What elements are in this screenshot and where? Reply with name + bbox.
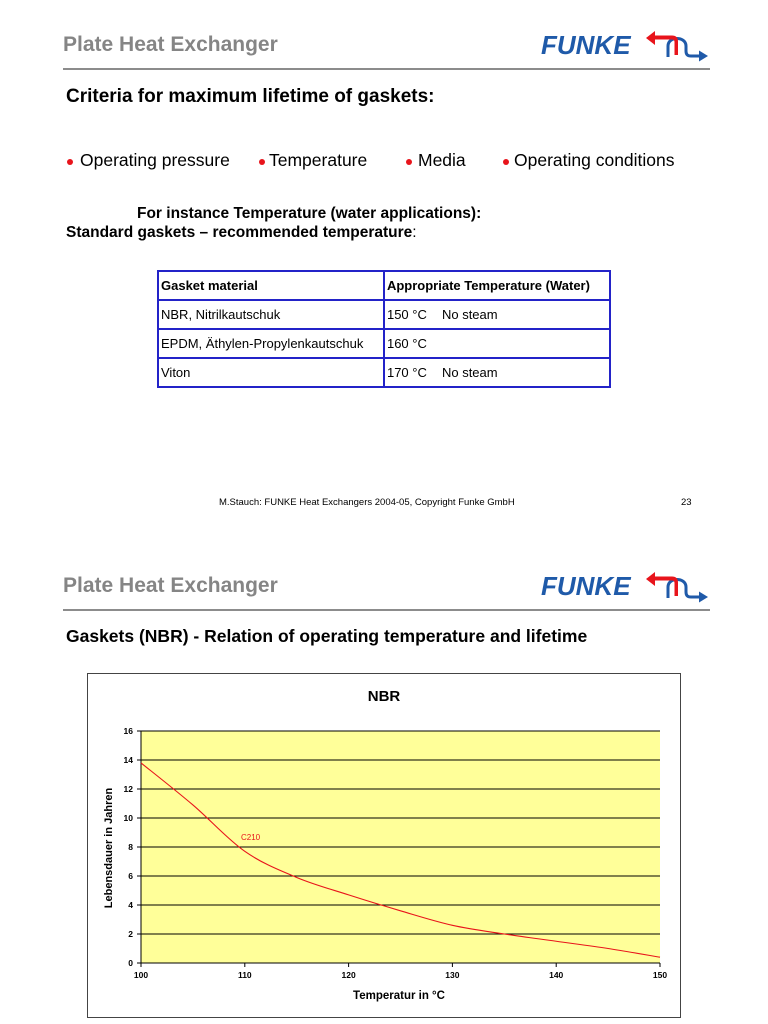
steam-note: No steam (441, 365, 498, 380)
y-tick-label-0: 0 (128, 958, 133, 968)
funke-logo-icon (645, 569, 709, 603)
slide-title: Plate Heat Exchanger (63, 33, 278, 56)
y-tick-label-14: 14 (123, 755, 133, 765)
example-line-2-text: Standard gaskets – recommended temperature (66, 224, 413, 241)
y-tick-label-8: 8 (128, 842, 133, 852)
y-tick-label-16: 16 (123, 726, 133, 736)
temperature-cell (384, 329, 610, 358)
header-divider (63, 68, 710, 70)
red-dot-bullet-icon (406, 159, 412, 165)
y-tick-label-4: 4 (128, 900, 133, 910)
header-divider (63, 609, 710, 611)
y-axis-title: Lebensdauer in Jahren (103, 787, 115, 909)
criteria-label: Operating pressure (80, 150, 230, 170)
red-dot-bullet-icon (503, 159, 509, 165)
footer-copyright: M.Stauch: FUNKE Heat Exchangers 2004-05, Copyright Funke GmbH (219, 497, 515, 508)
table-row (158, 329, 610, 358)
gasket-material-cell: Viton (158, 358, 384, 387)
gasket-material-cell: EPDM, Äthylen-Propylenkautschuk (158, 329, 384, 358)
funke-logo-text: FUNKE (541, 30, 631, 60)
y-tick-label-10: 10 (123, 813, 133, 823)
table-row (158, 358, 610, 387)
chart-slide-heading: Gaskets (NBR) - Relation of operating temperature and lifetime (66, 626, 588, 646)
table-header-row (158, 271, 610, 300)
x-tick-label-100: 100 (133, 970, 149, 980)
red-dot-bullet-icon (259, 159, 265, 165)
example-line-2-colon: : (412, 224, 417, 241)
example-line-2 (66, 224, 417, 242)
temperature-value: 160 °C (386, 336, 427, 351)
temperature-value: 150 °C (386, 307, 427, 322)
funke-logo-text: FUNKE (541, 571, 631, 601)
criteria-label: Media (418, 150, 466, 170)
temperature-cell (384, 300, 610, 329)
x-tick-label-120: 120 (341, 970, 356, 980)
gasket-temperature-table (157, 270, 611, 388)
temperature-cell (384, 358, 610, 387)
x-tick-label-130: 130 (445, 970, 460, 980)
logo-red-arrow (646, 572, 678, 596)
red-dot-bullet-icon (67, 159, 73, 165)
example-line-1: For instance Temperature (water applications): (137, 205, 482, 222)
logo-blue-arrowhead (699, 592, 708, 603)
page-number: 23 (681, 497, 692, 508)
criteria-heading: Criteria for maximum lifetime of gaskets: (66, 86, 435, 107)
gasket-material-cell: NBR, Nitrilkautschuk (158, 300, 384, 329)
logo-blue-arch (668, 580, 700, 599)
header-appropriate-temperature: Appropriate Temperature (Water) (384, 271, 610, 300)
series-label-c210: C210 (241, 833, 261, 842)
y-tick-label-2: 2 (128, 929, 133, 939)
header-gasket-material: Gasket material (158, 271, 384, 300)
logo-blue-arrowhead (699, 51, 708, 62)
funke-logo-icon (645, 28, 709, 62)
x-tick-label-150: 150 (652, 970, 668, 980)
x-tick-label-110: 110 (237, 970, 252, 980)
y-tick-label-6: 6 (128, 871, 133, 881)
temperature-value: 170 °C (386, 365, 427, 380)
x-tick-label-140: 140 (549, 970, 564, 980)
nbr-lifetime-chart (87, 673, 682, 1019)
logo-blue-arch (668, 39, 700, 58)
logo-red-arrow (646, 31, 678, 55)
criteria-label: Operating conditions (514, 150, 675, 170)
steam-note: No steam (441, 307, 498, 322)
x-axis-title: Temperatur in °C (353, 990, 445, 1002)
slide-title: Plate Heat Exchanger (63, 574, 278, 597)
chart-svg (87, 673, 682, 1019)
criteria-label: Temperature (269, 150, 368, 170)
table-row (158, 300, 610, 329)
chart-title: NBR (367, 688, 401, 705)
slide-nbr-lifetime-chart (0, 541, 768, 1024)
y-tick-label-12: 12 (123, 784, 133, 794)
